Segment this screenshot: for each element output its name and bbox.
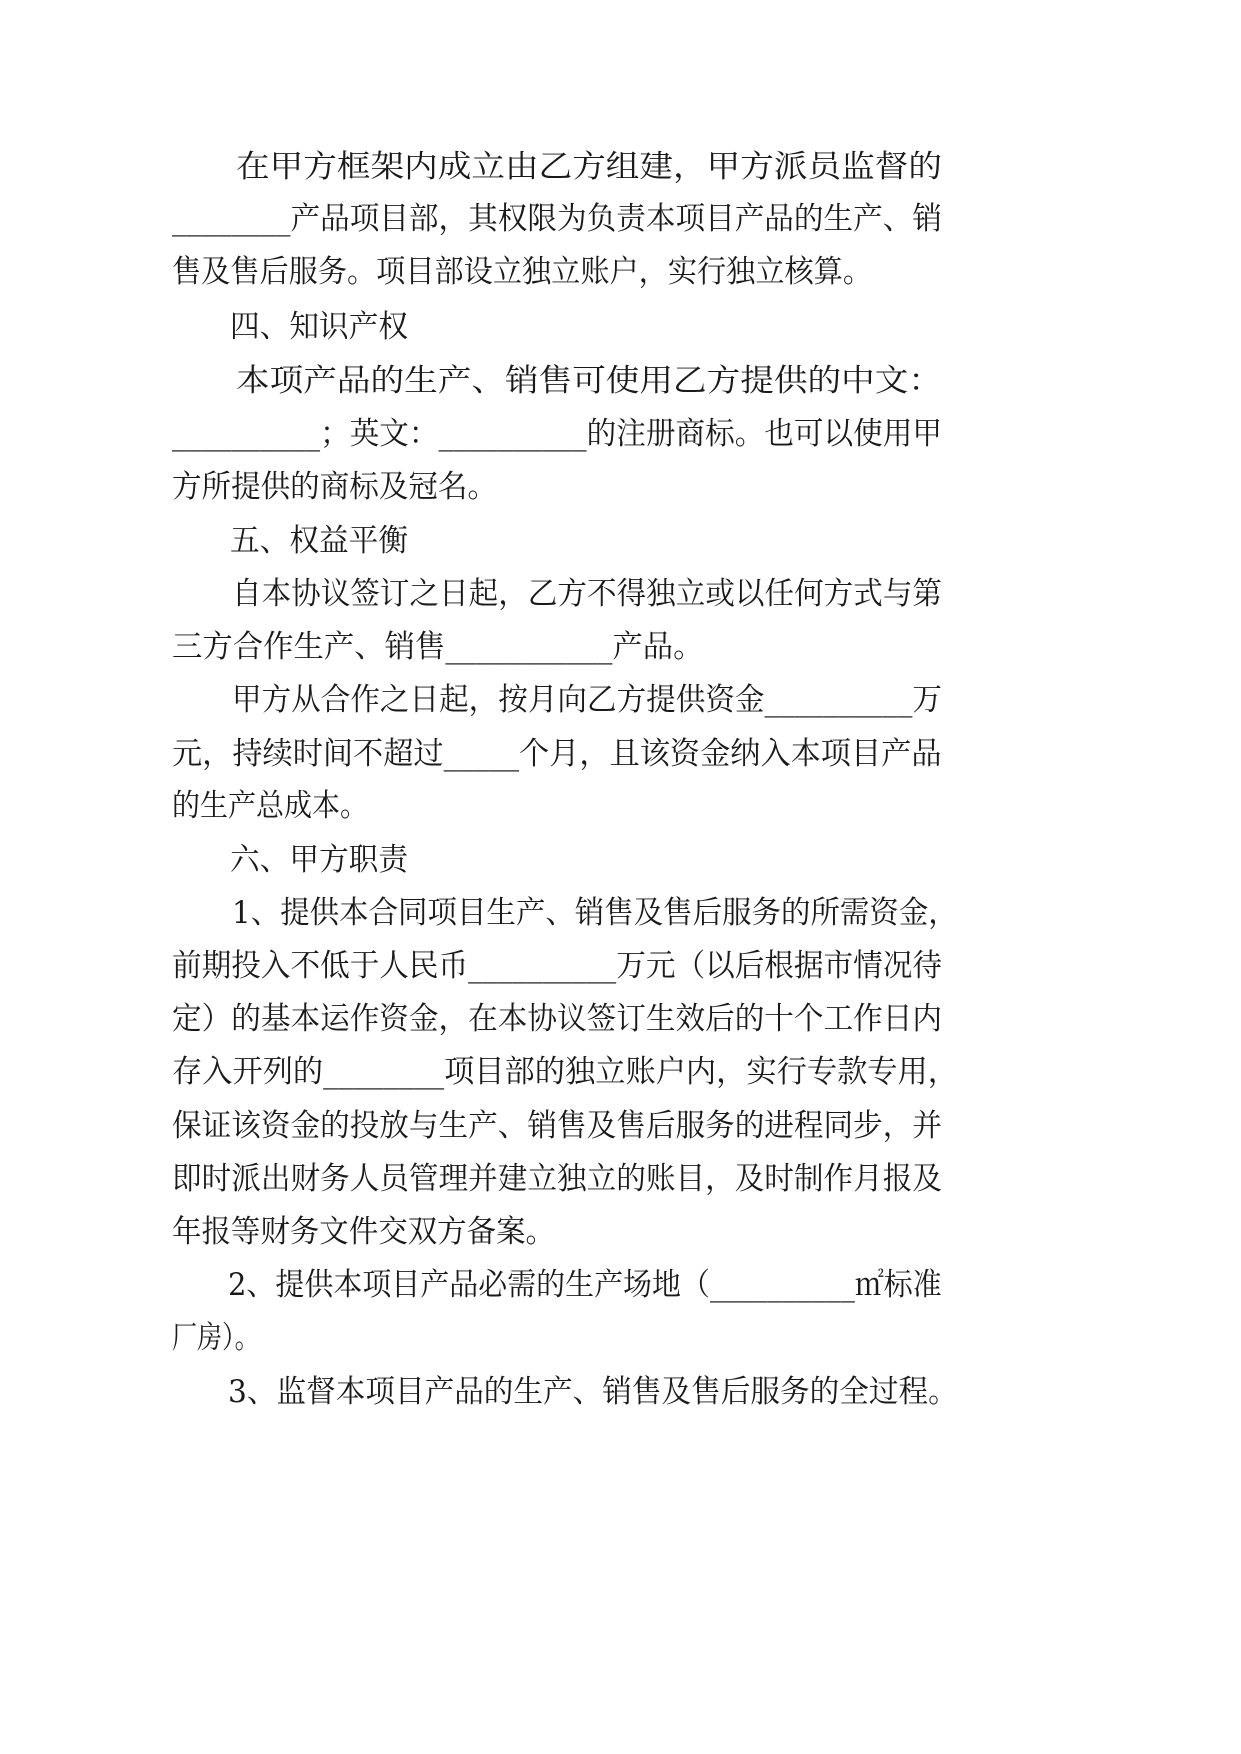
body-line-11: 甲方从合作之日起，按月向乙方提供资金__________万 bbox=[232, 682, 942, 718]
body-line-17: 定）的基本运作资金，在本协议签订生效后的十个工作日内 bbox=[172, 1001, 942, 1037]
body-line-13: 的生产总成本。 bbox=[172, 788, 368, 824]
body-line-5: 本项产品的生产、销售可使用乙方提供的中文： bbox=[236, 363, 942, 399]
body-line-24: 3、监督本项目产品的生产、销售及售后服务的全过程。 bbox=[228, 1374, 958, 1410]
body-line-1: 在甲方框架内成立由乙方组建，甲方派员监督的 bbox=[236, 149, 942, 185]
body-line-15: 1、提供本合同项目生产、销售及售后服务的所需资金， bbox=[232, 895, 958, 931]
body-line-7: 方所提供的商标及冠名。 bbox=[172, 469, 497, 505]
body-line-16: 前期投入不低于人民币__________万元（以后根据市情况待 bbox=[172, 948, 942, 984]
body-line-2: ________产品项目部，其权限为负责本项目产品的生产、销 bbox=[172, 201, 942, 237]
section-heading-6: 六、甲方职责 bbox=[230, 842, 408, 878]
section-heading-4: 四、知识产权 bbox=[230, 309, 408, 345]
body-line-10: 三方合作生产、销售___________产品。 bbox=[172, 629, 704, 665]
body-line-9: 自本协议签订之日起，乙方不得独立或以任何方式与第 bbox=[232, 576, 942, 612]
body-line-18: 存入开列的________项目部的独立账户内，实行专款专用， bbox=[172, 1054, 958, 1090]
body-line-23: 厂房）。 bbox=[172, 1320, 260, 1356]
body-line-6: __________；英文：__________的注册商标。也可以使用甲 bbox=[172, 416, 942, 452]
body-line-22: 2、提供本项目产品必需的生产场地（__________㎡标准 bbox=[228, 1267, 942, 1303]
body-line-12: 元，持续时间不超过_____个月，且该资金纳入本项目产品 bbox=[172, 736, 942, 772]
section-heading-5: 五、权益平衡 bbox=[230, 523, 408, 559]
body-line-20: 即时派出财务人员管理并建立独立的账目，及时制作月报及 bbox=[172, 1161, 942, 1197]
body-line-21: 年报等财务文件交双方备案。 bbox=[172, 1214, 555, 1250]
body-line-19: 保证该资金的投放与生产、销售及售后服务的进程同步，并 bbox=[172, 1108, 942, 1144]
body-line-3: 售及售后服务。项目部设立独立账户，实行独立核算。 bbox=[172, 254, 872, 290]
